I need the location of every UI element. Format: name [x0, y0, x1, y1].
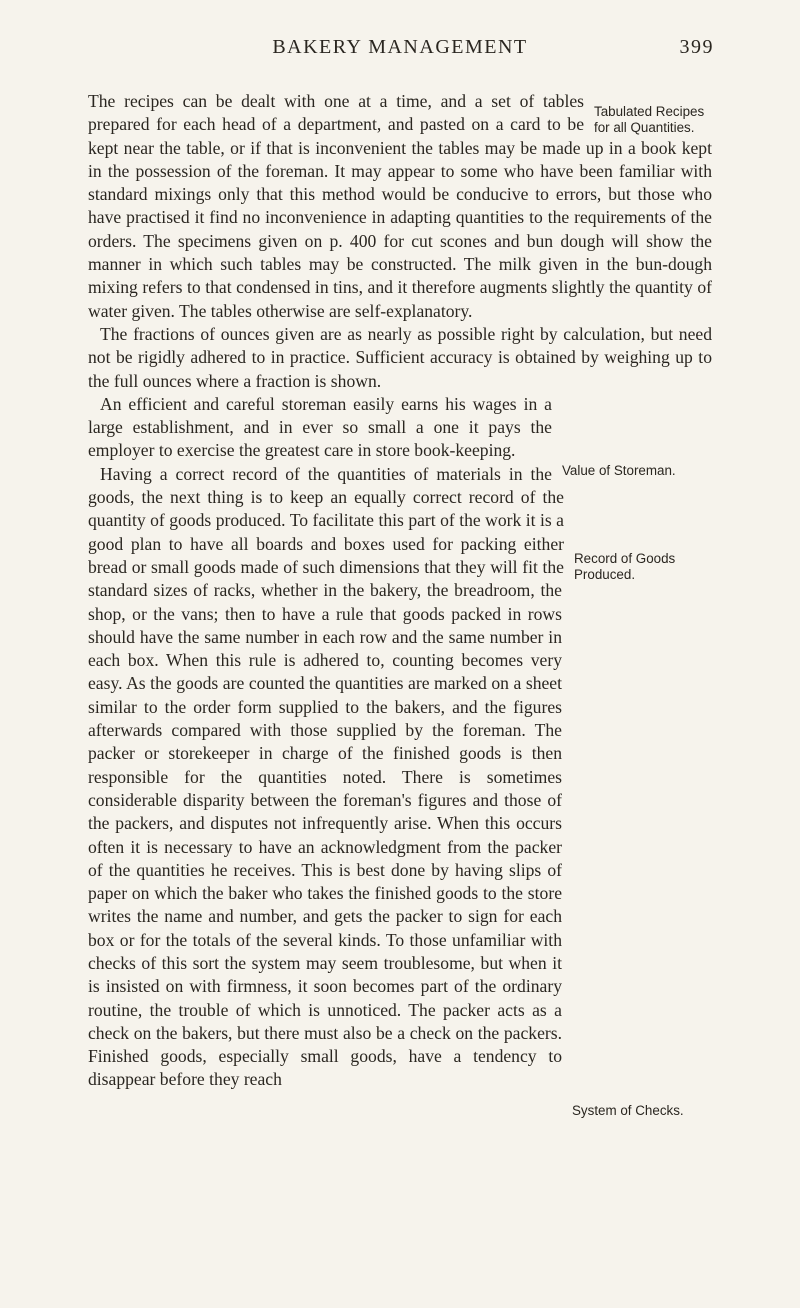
- page-number: 399: [679, 36, 714, 58]
- sidenote-system-of-checks: System of Checks.: [572, 1102, 684, 1118]
- sidenote-tabulated-recipes: Tabulated Recipes for all Quantities.: [594, 104, 705, 135]
- running-title: BAKERY MANAGEMENT: [272, 36, 528, 58]
- sidenote-value-of-storeman: Value of Storeman.: [562, 462, 676, 478]
- paragraph-4: Having a correct record of the quantities of materials in the goods, the next thing is to keep an equally correct record of the quantity of goods produced. To facilitate this part of the work it is a good plan to have all boards and boxes used for packing either bread or small goods made of such dimensions that they will fit the standard sizes of racks, whether in the bakery, the breadroom, the shop, or the vans; then to have a rule that goods packed in rows should have the same number in each row and the same number in each box. When this rule is adhered to, counting becomes very easy. As the goods are counted the quantities are marked on a sheet similar to the order form supplied to the bakers, and the figures afterwards compared with those supplied by the foreman. The packer or storekeeper in charge of the finished goods is then responsible for the quantities noted. There is sometimes considerable disparity between the foreman's figures and those of the packers, and disputes not infrequently arise. When this occurs often it is necessary to have an acknowledgment from the packer of the quantities he receives. This is best done by having slips of paper on which the baker who takes the finished goods to the store writes the name and number, and gets the packer to sign for each box or for the totals of the several kinds. To those unfamiliar with checks of this sort the system may seem troublesome, but when it is insisted on with firmness, it soon becomes part of the ordinary routine, the trouble of which is unnoticed. The packer acts as a check on the bakers, but there must also be a check on the packers. Finished goods, especially small goods, have a tendency to disappear before they reach: [88, 463, 564, 1090]
- body-text: [88, 90, 712, 1119]
- sidenote-record-of-goods: Record of Goods Produced.: [574, 550, 676, 582]
- paragraph-1: The recipes can be dealt with one at a time, and a set of tables prepared for each head of a department, and pasted on a card to be kept near the table, or if that is inconvenient the tables may be made up in a book kept in the possession of the foreman. It may appear to some who have been familiar with standard mixings only that this method would be conducive to errors, but those who have practised it find no inconvenience in adapting quantities to the requirements of the orders. The specimens given on p. 400 for cut scones and bun dough will show the manner in which such tables may be constructed. The milk given in the bun-dough mixing refers to that condensed in tins, and it therefore augments slightly the quantity of water given. The tables otherwise are self-explanatory.: [88, 91, 712, 321]
- paragraph-2: The fractions of ounces given are as nearly as possible right by calculation, but need not be rigidly adhered to in practice. Sufficient accuracy is obtained by weighing up to the full ounces where a fraction is shown.: [88, 323, 712, 391]
- running-head: [0, 36, 800, 62]
- paragraph-3: An efficient and careful storeman easily earns his wages in a large establishment, and in ever so small a one it pays the employer to exercise the greatest care in store book-keeping.: [88, 393, 552, 461]
